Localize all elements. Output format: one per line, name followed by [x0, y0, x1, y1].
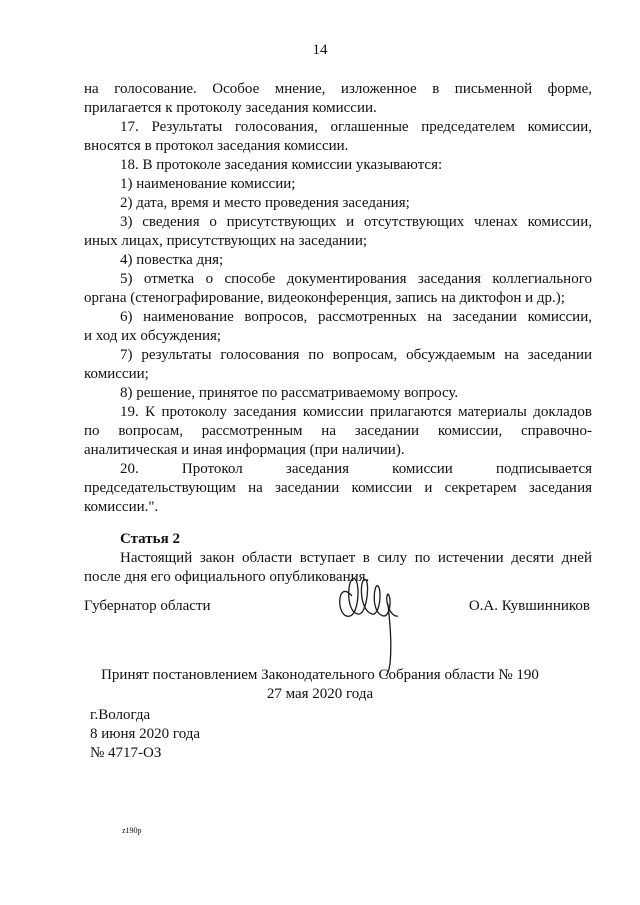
body-line: 7) результаты голосования по вопросам, обсуждаемым на заседании [120, 347, 592, 363]
body-line: 18. В протоколе заседания комиссии указываются: [120, 157, 443, 173]
handwritten-signature [330, 568, 410, 678]
article-line: Настоящий закон области вступает в силу по истечении десяти дней [120, 550, 592, 566]
law-number: № 4717-ОЗ [90, 745, 162, 761]
signatory-title: Губернатор области [84, 598, 211, 614]
body-line: аналитическая и иная информация (при наличии). [84, 442, 405, 458]
body-line: 6) наименование вопросов, рассмотренных на заседании комиссии, [120, 309, 592, 325]
body-line: 8) решение, принятое по рассматриваемому вопросу. [120, 385, 459, 401]
body-line: 2) дата, время и место проведения заседания; [120, 195, 410, 211]
article-line: после дня его официального опубликования. [84, 569, 370, 585]
body-line: 4) повестка дня; [120, 252, 224, 268]
body-line: 5) отметка о способе документирования заседания коллегиального [120, 271, 592, 287]
city: г.Вологда [90, 707, 151, 723]
signing-date: 8 июня 2020 года [90, 726, 201, 742]
body-line: и ход их обсуждения; [84, 328, 222, 344]
body-line: на голосование. Особое мнение, изложенное в письменной форме, [84, 81, 592, 97]
body-line: иных лицах, присутствующих на заседании; [84, 233, 368, 249]
body-line: 17. Результаты голосования, оглашенные председателем комиссии, [120, 119, 592, 135]
body-line: председательствующим на заседании комиссии и секретарем заседания [84, 480, 592, 496]
body-line: органа (стенографирование, видеоконференция, запись на диктофон и др.); [84, 290, 565, 306]
body-line: 3) сведения о присутствующих и отсутствующих членах комиссии, [120, 214, 592, 230]
body-line: 20. Протокол заседания комиссии подписывается [120, 461, 592, 477]
body-line: 19. К протоколу заседания комиссии прилагаются материалы докладов [120, 404, 592, 420]
adoption-line: Принят постановлением Законодательного Собрания области № 190 [101, 667, 539, 683]
body-line: комиссии; [84, 366, 149, 382]
adoption-date: 27 мая 2020 года [266, 686, 374, 702]
body-line: по вопросам, рассмотренным на заседании комиссии, справочно- [84, 423, 592, 439]
article-heading: Статья 2 [120, 531, 180, 547]
page-number: 14 [312, 42, 328, 58]
document-code: z190p [122, 826, 142, 835]
signatory-name: О.А. Кувшинников [468, 598, 590, 614]
body-line: 1) наименование комиссии; [120, 176, 296, 192]
body-line: прилагается к протоколу заседания комиссии. [84, 100, 377, 116]
body-line: комиссии.". [84, 499, 159, 515]
body-line: вносятся в протокол заседания комиссии. [84, 138, 349, 154]
